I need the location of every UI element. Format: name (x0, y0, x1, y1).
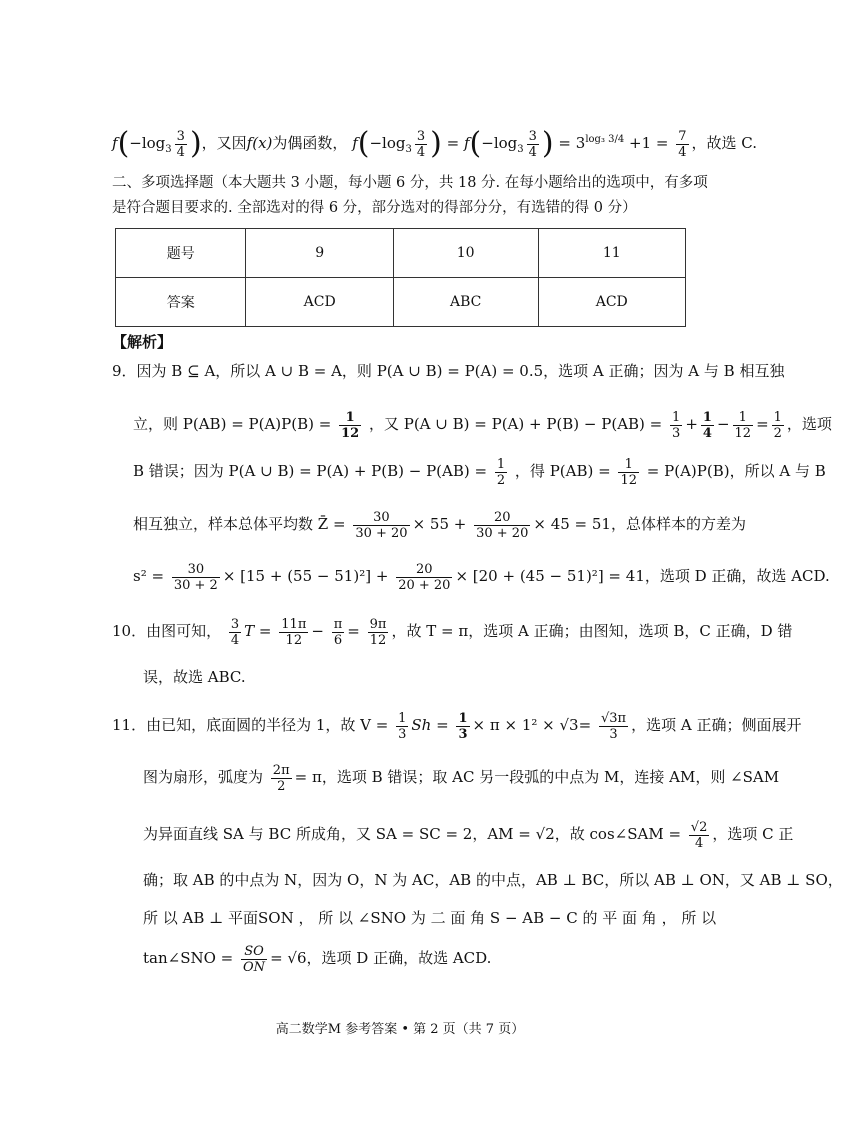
q9-line-2: 立，则 P(AB) = P(A)P(B) = $\frac{1}{12}$ ，又 P(A ∪ B) = P(A) + P(B) − P(AB) = $\frac{1}{3}$ + $\frac{1}{4}$ − $\frac{1}{12}$ = $\frac{1}{2}$ ，选项 (133, 409, 832, 441)
page-footer: 高二数学M 参考答案 • 第 2 页（共 7 页） (275, 1022, 525, 1037)
q9-line-3: B 错误；因为 P(A ∪ B) = P(A) + P(B) − P(AB) = $\frac{1}{2}$ ，得 P(AB) = $\frac{1}{12}$ = P(A)P(B)，所以 A 与 B (133, 456, 826, 488)
table-row (116, 229, 686, 278)
q9-line-4: 相互独立，样本总体平均数 Z̄ = $\frac{30}{30 + 20}$ × 55 + $\frac{20}{30 + 20}$ × 45 = 51，总体样本的方差为 (133, 509, 746, 541)
analysis-title: 【解析】 (112, 333, 173, 351)
table-cell: 11 (538, 229, 686, 278)
table-cell: 题号 (116, 229, 246, 278)
q10-line-2: 误，故选 ABC. (143, 668, 246, 686)
answer-table (115, 228, 686, 327)
q9-line-1: 9．因为 B ⊆ A，所以 A ∪ B = A，则 P(A ∪ B) = P(A) = 0.5，选项 A 正确；因为 A 与 B 相互独 (112, 362, 785, 380)
section-heading-cont: 是符合题目要求的. 全部选对的得 6 分，部分选对的得部分分，有选错的得 0 分） (112, 200, 637, 216)
table-row (116, 278, 686, 327)
q11-line-6: tan∠SNO = $\frac{SO}{ON}$ = √6，选项 D 正确，故选 ACD. (143, 943, 492, 975)
table-cell: ACD (246, 278, 393, 327)
q11-line-4: 确；取 AB 的中点为 N，因为 O，N 为 AC，AB 的中点，AB ⊥ BC，所以 AB ⊥ ON，又 AB ⊥ SO， (143, 871, 843, 889)
q10-line-1: 10．由图可知， $\frac{3}{4}$ T = $\frac{11\pi}{12}$ − $\frac{\pi}{6}$ = $\frac{9\pi}{12}$ ，故 T = π，选项 A 正确；由图知，选项 B，C 正确，D 错 (112, 616, 793, 648)
q11-line-5: 所 以 AB ⊥ 平面SON ， 所 以 ∠SNO 为 二 面 角 S − AB − C 的 平 面 角 ， 所 以 (143, 909, 717, 927)
table-cell: 9 (246, 229, 393, 278)
q11-line-3: 为异面直线 SA 与 BC 所成角，又 SA = SC = 2，AM = √2，故 cos∠SAM = $\frac{√2}{4}$ ，选项 C 正 (143, 819, 794, 851)
q9-line-5: s² = $\frac{30}{30 + 2}$ × [15 + (55 − 51)²] + $\frac{20}{20 + 20}$ × [20 + (45 − 51)²] = 41，选项 D 正确，故选 ACD. (133, 561, 830, 593)
table-cell: ABC (393, 278, 538, 327)
q11-line-1: 11．由已知，底面圆的半径为 1，故 V = $\frac{1}{3}$ Sh = $\frac{1}{3}$ × π × 1² × √3= $\frac{√3\pi}{3}$ ，选项 A 正确；侧面展开 (112, 710, 802, 742)
table-cell: 10 (393, 229, 538, 278)
section-heading: 二、多项选择题（本大题共 3 小题，每小题 6 分，共 18 分. 在每小题给出的选项中，有多项 (112, 175, 708, 191)
top-formula-line: $f(-\log_3$ $\frac{3}{4}$ )，又因f(x)为偶函数， $f(-\log_3$ $\frac{3}{4}$ ) = $f(-\log_3$ $\frac{3}{4}$ ) = $3^{log_3 3/4} +1$ = $\frac{7}{4}$ ，故选 C. (112, 126, 758, 161)
q11-line-2: 图为扇形，弧度为 $\frac{2\pi}{2}$ = π，选项 B 错误；取 AC 另一段弧的中点为 M，连接 AM，则 ∠SAM (143, 762, 780, 794)
fraction: $\frac{3}{4}$ (176, 128, 185, 160)
table-cell: ACD (538, 278, 686, 327)
table-cell: 答案 (116, 278, 246, 327)
